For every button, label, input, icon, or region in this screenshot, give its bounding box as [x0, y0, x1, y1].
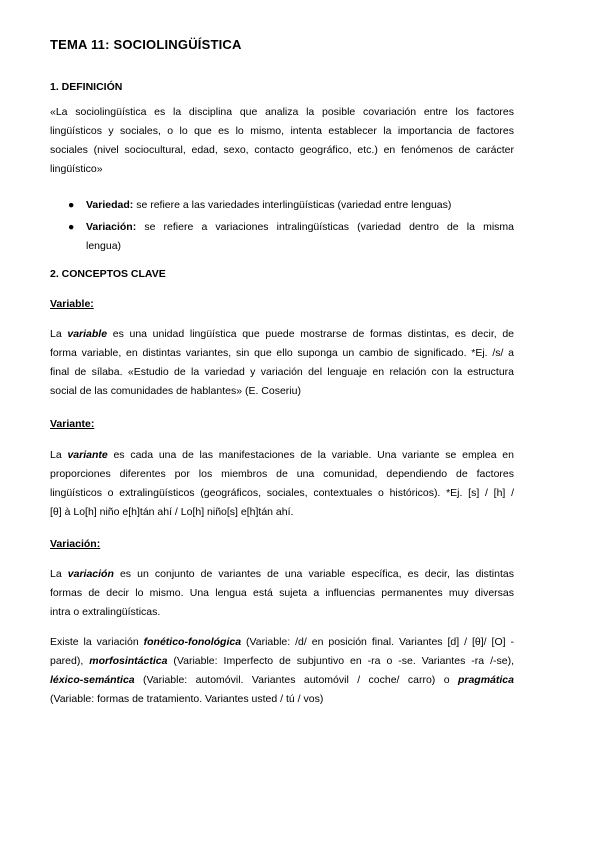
- bullet-text: se refiere a las variedades interlingüísticas (variedad entre lenguas): [133, 199, 452, 211]
- text-line: [θ] à Lo[h] niño e[h]tán ahí / Lo[h] niño[s] e[h]tán ahí.: [50, 506, 294, 518]
- text-line: social de las comunidades de hablantes» (E. Coseriu): [50, 385, 301, 397]
- text-run: La: [50, 449, 68, 461]
- text-run: es cada una de las manifestaciones de la variable. Una variante se emplea en: [107, 449, 514, 461]
- section-heading-definicion: 1. DEFINICIÓN: [50, 81, 123, 93]
- term-variable: variable: [67, 328, 108, 340]
- text-run: es una unidad lingüística que puede mostrarse de formas distintas, es decir, de: [107, 328, 515, 340]
- variacion-paragraph: [50, 565, 514, 622]
- text-run: es un conjunto de variantes de una variable específica, es decir, las distintas: [113, 568, 514, 580]
- term-fonetico-fonologica: fonético-fonológica: [143, 636, 242, 648]
- text-line: (Variable: formas de tratamiento. Variantes usted / tú / vos): [50, 693, 324, 705]
- text-run: Existe la variación: [50, 636, 144, 648]
- quote-line: lingüísticos y sociales, o lo que es lo mismo, intenta establecer la importancia de factores: [50, 125, 514, 137]
- text-run: pared),: [50, 655, 90, 667]
- section-heading-conceptos: 2. CONCEPTOS CLAVE: [50, 268, 166, 280]
- term-variante: variante: [67, 449, 108, 461]
- subheading-variable: Variable:: [50, 298, 94, 310]
- text-line: formas de decir lo mismo. Una lengua está sujeta a influencias permanentes muy diversas: [50, 587, 514, 599]
- term-pragmatica: pragmática: [457, 674, 514, 686]
- text-line: proporciones diferentes por los miembros de una comunidad, dependiendo de factores: [50, 468, 514, 480]
- term-variacion: variación: [67, 568, 114, 580]
- bullet-icon: ●: [68, 221, 75, 233]
- quote-line: sociales (nivel sociocultural, edad, sexo, contacto geográfico, etc.) en fenómenos de carácter: [50, 144, 514, 156]
- text-run: (Variable: /d/ en posición final. Variantes [d] / [θ]/ [O] -: [241, 636, 514, 648]
- quote-line: lingüístico»: [50, 163, 103, 175]
- text-run: (Variable: automóvil. Variantes automóvil / coche/ carro) o: [134, 674, 458, 686]
- variable-paragraph: [50, 325, 514, 401]
- subheading-variacion: Variación:: [50, 538, 101, 550]
- bullet-term: Variación:: [86, 221, 137, 233]
- quote-line: «La sociolingüística es la disciplina que analiza la posible covariación entre los factores: [50, 106, 514, 118]
- term-morfosintactica: morfosintáctica: [89, 655, 168, 667]
- bullet-text: lengua): [86, 240, 122, 252]
- text-run: (Variable: Imperfecto de subjuntivo en -ra o -se. Variantes -ra /-se),: [167, 655, 515, 667]
- text-run: La: [50, 568, 68, 580]
- text-run: La: [50, 328, 68, 340]
- text-line: intra o extralingüísticas.: [50, 606, 161, 618]
- variante-paragraph: [50, 446, 514, 522]
- text-line: final de sílaba. «Estudio de la variedad y variación del lenguaje en relación con la estructura: [50, 366, 514, 378]
- subheading-variante: Variante:: [50, 418, 95, 430]
- page-title: TEMA 11: SOCIOLINGÜÍSTICA: [50, 37, 242, 52]
- text-line: forma variable, en distintas variantes, sin que ello suponga un cambio de significado. *Ej. /s/ a: [50, 347, 514, 359]
- bullet-text: se refiere a variaciones intralingüísticas (variedad dentro de la misma: [136, 221, 514, 233]
- text-line: lingüísticos o extralingüísticos (geográficos, sociales, contextuales o históricos). *Ej. [s] / [h] /: [50, 487, 514, 499]
- definition-quote: [50, 103, 514, 179]
- variation-types-paragraph: [50, 633, 514, 709]
- bullet-icon: ●: [68, 199, 75, 211]
- term-lexico-semantica: léxico-semántica: [50, 674, 135, 686]
- bullet-term: Variedad:: [86, 199, 134, 211]
